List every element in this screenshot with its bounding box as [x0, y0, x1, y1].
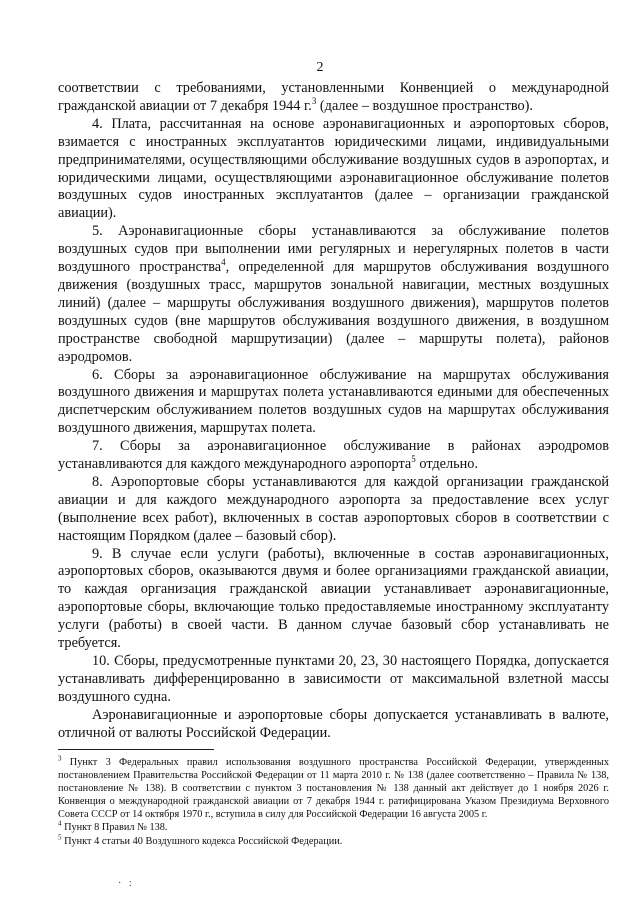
- footnote-3: $^3$ Пункт 3 Федеральных правил использования воздушного пространства Российской Федерации, утвержденных постановлением Правительства Российской Федерации от 11 марта 2010 г. № 138 (далее соответственно – Правила № 138, постановление № 138). В соответствии с пунктом 3 постановления № 138 данный акт действует до 1 ноября 2026 г. Конвенция о международной гражданской авиации от 7 декабря 1944 г. ратифицирована Указом Президиума Верховного Совета СССР от 14 октября 1970 г., вступила в силу для Российской Федерации 16 августа 2005 г.: [58, 754, 609, 821]
- paragraph-5: 5. Аэронавигационные сборы устанавливаются за обслуживание полетов воздушных судов при выполнении ими регулярных и нерегулярных полетов в части воздушного пространства$^4$, определенной для маршрутов обслуживания воздушного движения (воздушных трасс, маршрутов зональной навигации, местных воздушных линий) (далее – маршруты обслуживания воздушного движения), маршрутов полетов воздушных судов (вне маршрутов обслуживания воздушного движения, в воздушном пространстве свободной маршрутизации) (далее – маршруты полета), районов аэродромов.: [58, 223, 609, 365]
- paragraph-4: 4. Плата, рассчитанная на основе аэронавигационных и аэропортовых сборов, взимается с иностранных эксплуатантов юридическими лицами, индивидуальными предпринимателями, осуществляющими обслуживание воздушных судов в аэропортах, и юридическими лицами, осуществляющими аэронавигационное обслуживание полетов воздушных судов иностранных эксплуатантов (далее – организации гражданской авиации).: [58, 115, 609, 222]
- page-number: 2: [316, 60, 324, 75]
- paragraph-6: 6. Сборы за аэронавигационное обслуживание на маршрутах обслуживания воздушного движения и маршрутах полета устанавливаются едиными для обеспеченных диспетчерским обслуживанием полетов воздушных судов на маршрутах обслуживания воздушного движения, маршрутах полета.: [58, 366, 609, 437]
- footnote-4: $^4$ Пункт 8 Правил № 138.: [58, 820, 168, 834]
- footnote-ref: 3: [311, 96, 317, 107]
- paragraph-10: 10. Сборы, предусмотренные пунктами 20, 23, 30 настоящего Порядка, допускается устанавливать дифференцированно в зависимости от максимальной взлетной массы воздушного судна.: [58, 653, 609, 705]
- footnote-5: $^5$ Пункт 4 статьи 40 Воздушного кодекса Российской Федерации.: [58, 833, 343, 847]
- document-body: [58, 80, 609, 743]
- paragraph-continuation: соответствии с требованиями, установленными Конвенцией о международной гражданской авиации от 7 декабря 1944 г.$^3$ (далее – воздушное пространство).: [58, 80, 609, 114]
- footnotes: [58, 756, 609, 848]
- footnote-separator: [58, 749, 214, 750]
- paragraph-9: 9. В случае если услуги (работы), включенные в состав аэронавигационных, аэропортовых сборов, оказываются двумя и более организациями гражданской авиации, то каждая организация гражданской авиации устанавливает аэронавигационные, аэропортовые сборы, включающие только предоставляемые иностранному эксплуатанту услуги (работы) в своей части. В данном случае базовый сбор устанавливать не требуется.: [58, 545, 609, 652]
- footnote-ref: 4: [221, 257, 226, 268]
- scan-specks: · :: [118, 878, 132, 889]
- paragraph-7: 7. Сборы за аэронавигационное обслуживание в районах аэродромов устанавливаются для каждого международного аэропорта$^5$ отдельно.: [58, 438, 609, 473]
- paragraph-currency: Аэронавигационные и аэропортовые сборы допускается устанавливать в валюте, отличной от валюты Российской Федерации.: [58, 706, 609, 741]
- paragraph-8: 8. Аэропортовые сборы устанавливаются для каждой организации гражданской авиации и для каждого международного аэропорта за предоставление всех услуг (выполнение всех работ), включенных в состав аэропортовых сборов в соответствии с настоящим Порядком (далее – базовый сбор).: [58, 473, 609, 544]
- footnote-ref: 5: [411, 454, 416, 465]
